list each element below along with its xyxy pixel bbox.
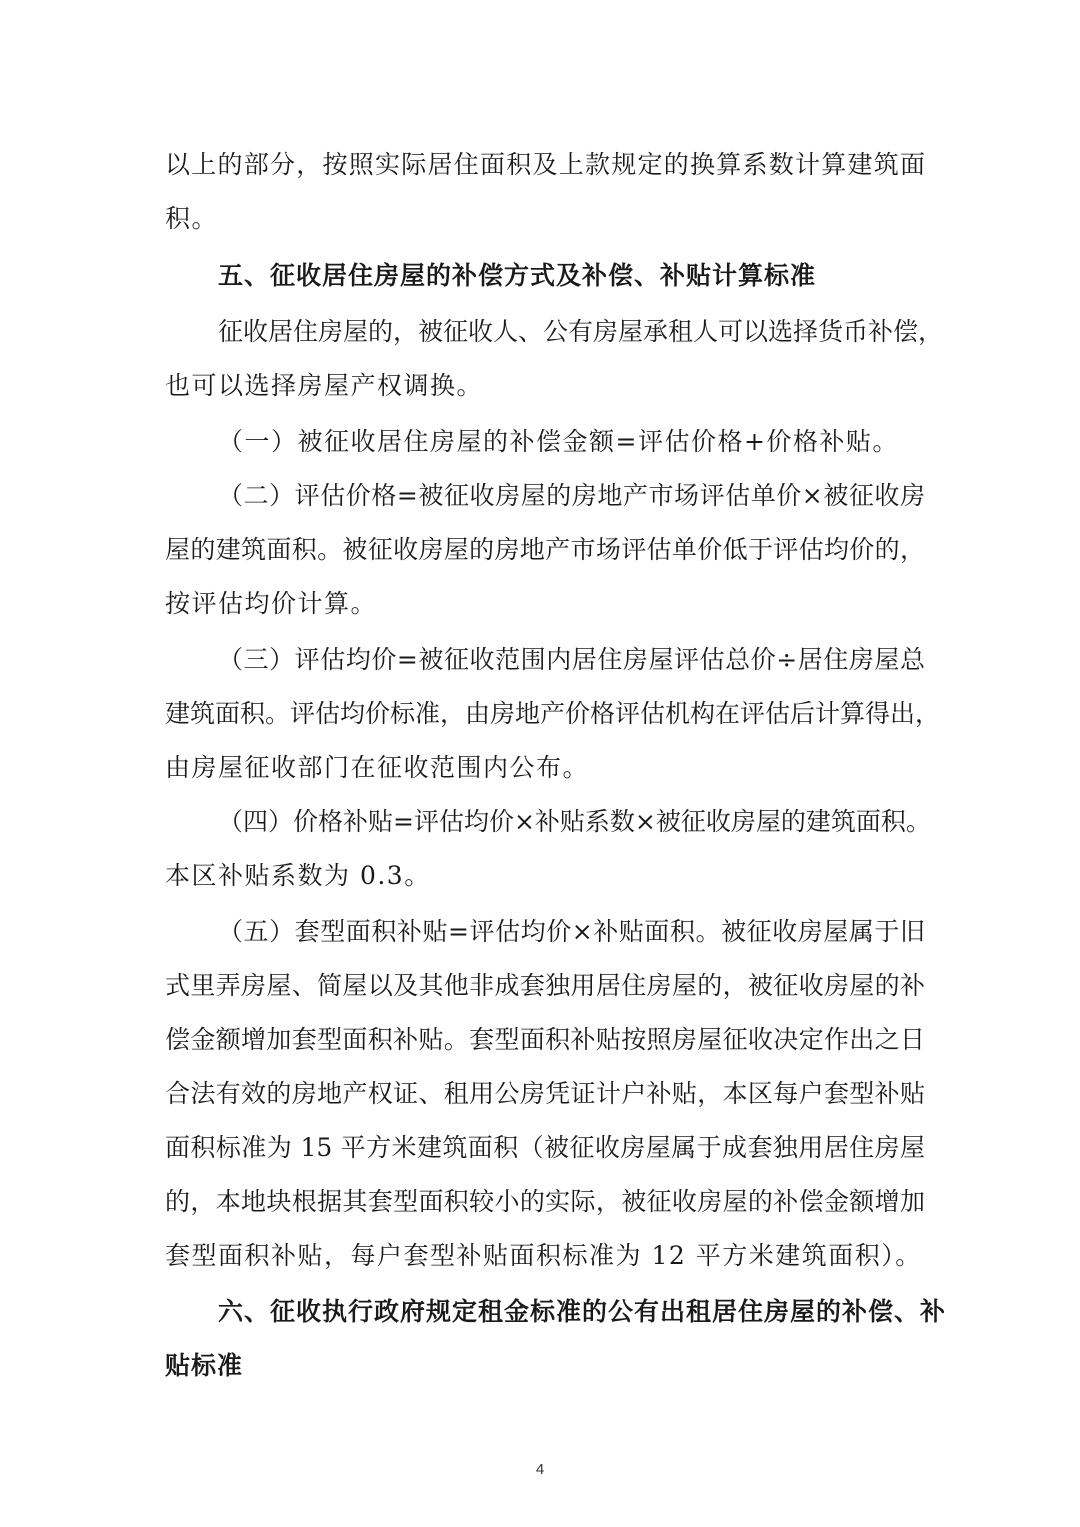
paragraph-line: （二）评估价格=被征收房屋的房地产市场评估单价×被征收房 [218,481,925,510]
paragraph-line: 式里弄房屋、简屋以及其他非成套独用居住房屋的，被征收房屋的补 [165,971,925,1000]
paragraph-line: 偿金额增加套型面积补贴。套型面积补贴按照房屋征收决定作出之日 [165,1025,925,1054]
paragraph-line: 本区补贴系数为 0.3。 [165,861,431,890]
paragraph-line: 征收居住房屋的，被征收人、公有房屋承租人可以选择货币补偿， [218,317,944,346]
paragraph-line: 合法有效的房地产权证、租用公房凭证计户补贴，本区每户套型补贴 [165,1079,925,1108]
paragraph-line: 也可以选择房屋产权调换。 [165,371,484,400]
paragraph-line: 面积标准为 15 平方米建筑面积（被征收房屋属于成套独用居住房屋 [165,1133,925,1162]
paragraph-line: （三）评估均价=被征收范围内居住房屋评估总价÷居住房屋总 [218,645,925,674]
paragraph-line: 套型面积补贴，每户套型补贴面积标准为 12 平方米建筑面积）。 [165,1241,922,1270]
paragraph-line: （四）价格补贴=评估均价×补贴系数×被征收房屋的建筑面积。 [218,807,931,836]
paragraph-line: 积。 [165,204,219,233]
paragraph-line: 的，本地块根据其套型面积较小的实际，被征收房屋的补偿金额增加 [165,1187,925,1216]
paragraph-line: 由房屋征收部门在征收范围内公布。 [165,753,590,782]
paragraph-line: 以上的部分，按照实际居住面积及上款规定的换算系数计算建筑面 [165,150,925,179]
paragraph-line: （一）被征收居住房屋的补偿金额=评估价格+价格补贴。 [218,427,899,456]
paragraph-line: （五）套型面积补贴=评估均价×补贴面积。被征收房屋属于旧 [218,917,925,946]
section-heading-6: 六、征收执行政府规定租金标准的公有出租居住房屋的补偿、补 [218,1297,947,1326]
paragraph-line: 建筑面积。评估均价标准，由房地产价格评估机构在评估后计算得出， [165,699,941,728]
paragraph-line: 屋的建筑面积。被征收房屋的房地产市场评估单价低于评估均价的， [165,535,925,564]
section-heading-6-continued: 贴标准 [165,1351,244,1380]
page-number: 4 [535,1461,545,1478]
paragraph-line: 按评估均价计算。 [165,589,378,618]
section-heading-5: 五、征收居住房屋的补偿方式及补偿、补贴计算标准 [218,261,817,290]
